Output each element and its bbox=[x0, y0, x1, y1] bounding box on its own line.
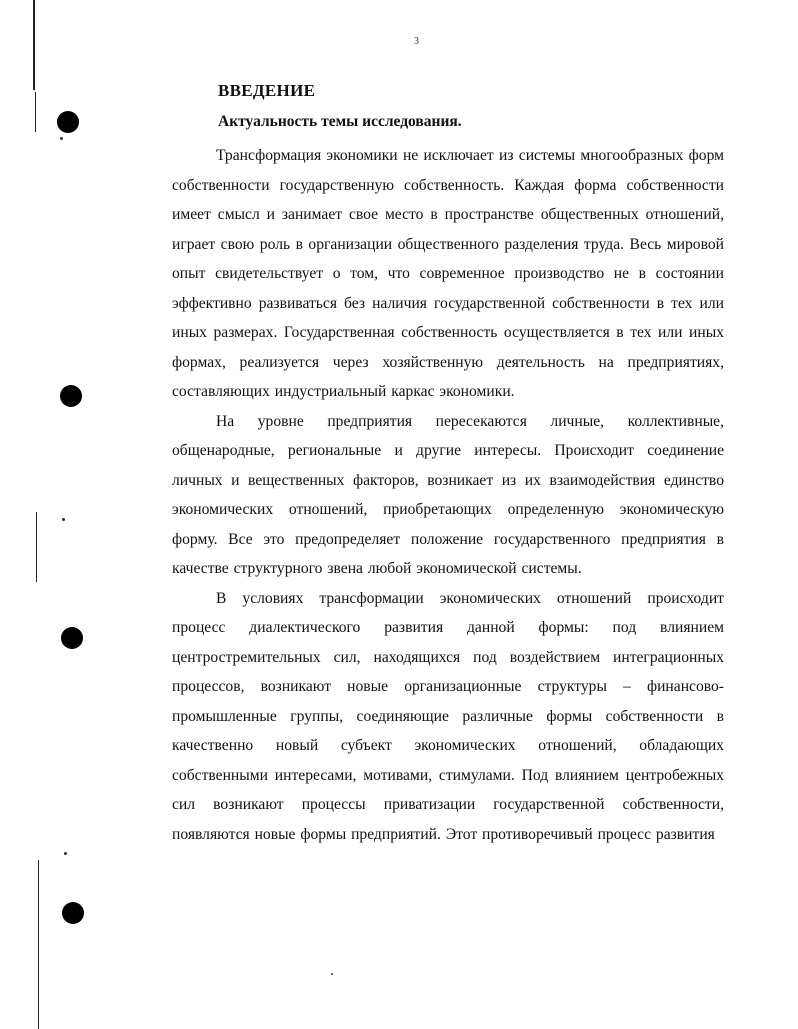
scan-speck bbox=[64, 852, 67, 855]
binding-edge-line bbox=[36, 512, 37, 582]
scan-speck bbox=[331, 973, 333, 975]
scan-speck bbox=[62, 518, 65, 521]
punch-hole-3 bbox=[61, 627, 83, 649]
paragraph-3: В условиях трансформации экономических отношений происходит процесс диалектического развития данной формы: под влиянием центростремительных сил, находящихся под воздействием интеграционных процессов, возникают новые организационные структуры – финансово-промышленные группы, соединяющие различные формы собственности в качественно новый субъект экономических отношений, обладающих собственными интересами, мотивами, стимулами. Под влиянием центробежных сил возникают процессы приватизации государственной собственности, появляются новые формы предприятий. Этот противоречивый процесс развития bbox=[172, 589, 724, 843]
binding-edge-line bbox=[33, 0, 35, 90]
scan-speck bbox=[60, 137, 63, 140]
punch-hole-2 bbox=[60, 385, 82, 407]
section-heading: ВВЕДЕНИЕ bbox=[218, 81, 316, 100]
binding-edge-line bbox=[35, 92, 36, 132]
punch-hole-4 bbox=[62, 902, 84, 924]
binding-edge-line bbox=[38, 860, 39, 1029]
section-subheading: Актуальность темы исследования. bbox=[218, 113, 462, 130]
paragraph-2: На уровне предприятия пересекаются личные, коллективные, общенародные, региональные и другие интересы. Происходит соединение личных и вещественных факторов, возникает из их взаимодействия единство экономических отношений, приобретающих определенную экономическую форму. Все это предопределяет положение государственного предприятия в качестве структурного звена любой экономической системы. bbox=[172, 412, 724, 577]
page-number: 3 bbox=[414, 36, 419, 47]
paragraph-1: Трансформация экономики не исключает из системы многообразных форм собственности государственную собственность. Каждая форма собственности имеет смысл и занимает свое место в пространстве общественных отношений, играет свою роль в организации общественного разделения труда. Весь мировой опыт свидетельствует о том, что современное производство не в состоянии эффективно развиваться без наличия государственной собственности в тех или иных размерах. Государственная собственность осуществляется в тех или иных формах, реализуется через хозяйственную деятельность на предприятиях, составляющих индустриальный каркас экономики. bbox=[172, 147, 724, 400]
punch-hole-1 bbox=[57, 111, 79, 133]
body-text bbox=[172, 141, 724, 849]
